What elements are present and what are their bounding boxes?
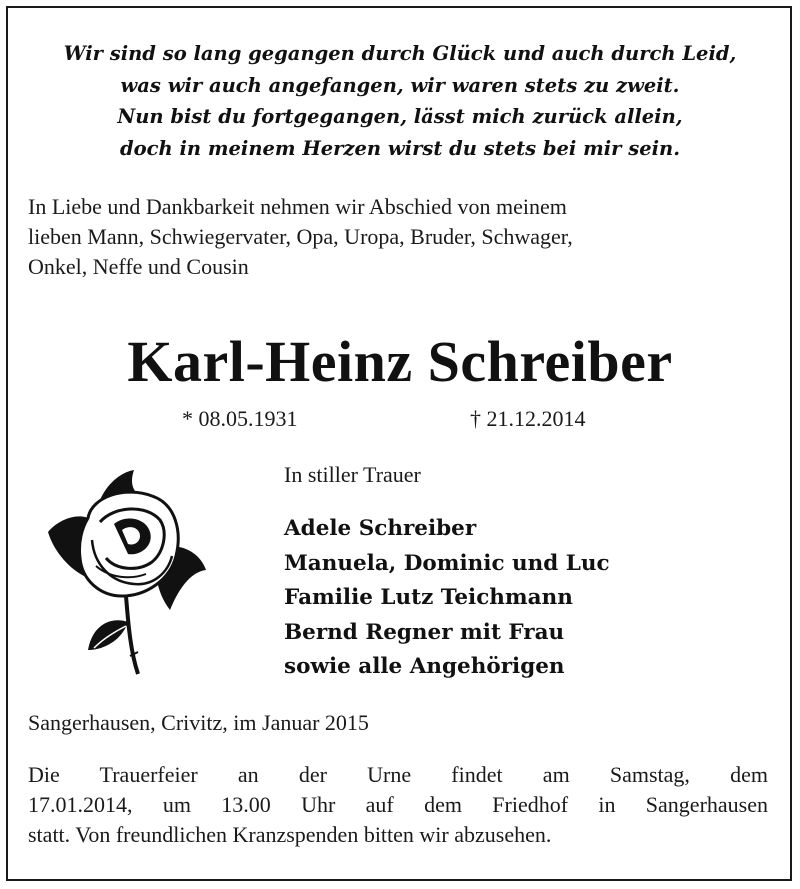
mourner-name: Familie Lutz Teichmann [284,585,573,610]
funeral-line: 17.01.2014, um 13.00 Uhr auf dem Friedhof in Sangerhausen [28,792,768,817]
birth-date: * 08.05.1931 [182,406,298,431]
poem [0,38,800,164]
poem-line: was wir auch angefangen, wir waren stets zu zweit. [120,73,680,97]
mourning-heading: In stiller Trauer [284,462,421,487]
mourner-name: sowie alle Angehörigen [284,654,565,679]
place-and-date: Sangerhausen, Crivitz, im Januar 2015 [28,710,369,735]
intro-line: In Liebe und Dankbarkeit nehmen wir Abschied von meinem [28,194,567,219]
mourners-list [284,512,610,685]
mourner-name: Bernd Regner mit Frau [284,619,565,645]
rose-icon [30,460,220,680]
funeral-info [28,760,768,850]
mourner-name: Adele Schreiber [284,516,477,541]
funeral-line: Die Trauerfeier an der Urne findet am Samstag, dem [28,762,768,787]
death-date: † 21.12.2014 [470,406,586,431]
poem-line: Wir sind so lang gegangen durch Glück und auch durch Leid, [63,42,737,65]
intro-line: Onkel, Neffe und Cousin [28,254,249,279]
poem-line: Nun bist du fortgegangen, lässt mich zurück allein, [117,105,683,128]
funeral-line: statt. Von freundlichen Kranzspenden bitten wir abzusehen. [28,822,552,847]
intro-text [28,192,768,282]
deceased-name: Karl-Heinz Schreiber [127,329,673,394]
poem-line: doch in meinem Herzen wirst du stets bei mir sein. [120,136,680,160]
mourner-name: Manuela, Dominic und Luc [284,550,610,576]
intro-line: lieben Mann, Schwiegervater, Opa, Uropa, Bruder, Schwager, [28,224,573,249]
